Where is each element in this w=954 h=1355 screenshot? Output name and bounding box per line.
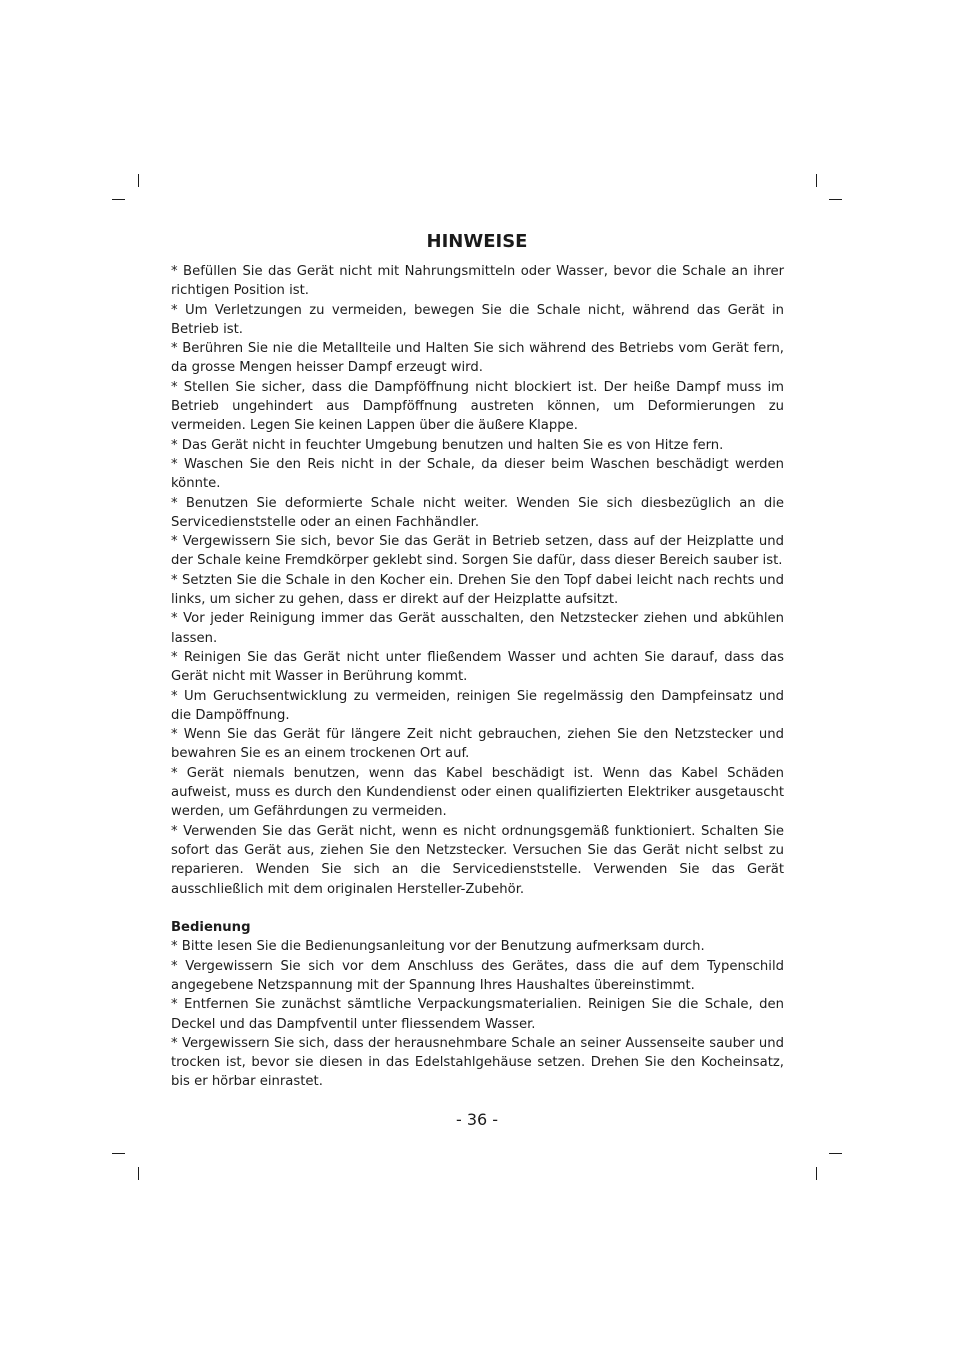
hinweis-item: * Benutzen Sie deformierte Schale nicht weiter. Wenden Sie sich diesbezüglich an die Servicedienststelle oder an einen Fachhändler. bbox=[171, 495, 784, 530]
hinweis-item: * Reinigen Sie das Gerät nicht unter fließendem Wasser und achten Sie darauf, dass das Gerät nicht mit Wasser in Berührung kommt. bbox=[171, 649, 784, 685]
hinweis-item: * Vergewissern Sie sich, bevor Sie das Gerät in Betrieb setzen, dass auf der Heizplatte und der Schale keine Fremdkörper geklebt sind. Sorgen Sie dafür, dass dieser Bereich sauber ist. bbox=[171, 534, 784, 569]
hinweis-item: * Befüllen Sie das Gerät nicht mit Nahrungsmitteln oder Wasser, bevor die Schale an ihrer richtigen Position ist. bbox=[171, 264, 784, 299]
crop-mark-top-right-vertical bbox=[816, 174, 817, 187]
hinweis-item: * Waschen Sie den Reis nicht in der Schale, da dieser beim Waschen beschädigt werden könnte. bbox=[171, 456, 784, 492]
hinweis-item: * Setzten Sie die Schale in den Kocher ein. Drehen Sie den Topf dabei leicht nach rechts und links, um sicher zu gehen, dass er direkt auf der Heizplatte aufsitzt. bbox=[171, 572, 784, 608]
crop-mark-top-right-horizontal bbox=[829, 199, 842, 200]
bedienung-item: * Vergewissern Sie sich vor dem Anschluss des Gerätes, dass die auf dem Typenschild angegebene Netzspannung mit der Spannung Ihres Haushaltes übereinstimmt. bbox=[171, 958, 784, 993]
crop-mark-bottom-right-vertical bbox=[816, 1167, 817, 1180]
crop-mark-bottom-left-vertical bbox=[138, 1167, 139, 1180]
page-number: - 36 - bbox=[455, 1110, 499, 1129]
hinweis-item: * Um Geruchsentwicklung zu vermeiden, reinigen Sie regelmässig den Dampfeinsatz und die Dampöffnung. bbox=[171, 688, 784, 723]
bedienung-item: * Entfernen Sie zunächst sämtliche Verpackungsmaterialien. Reinigen Sie die Schale, den Deckel und das Dampfventil unter fliessendem Wasser. bbox=[171, 997, 784, 1032]
hinweis-item: * Berühren Sie nie die Metallteile und Halten Sie sich während des Betriebs vom Gerät fern, da grosse Mengen heisser Dampf erzeugt wird. bbox=[171, 341, 784, 376]
bedienung-item: * Vergewissern Sie sich, dass der herausnehmbare Schale an seiner Aussenseite sauber und trocken ist, bevor sie diesen in das Edelstahlgehäuse setzen. Drehen Sie den Kocheinsatz, bis er hörbar einrastet. bbox=[171, 1035, 784, 1090]
page-content bbox=[171, 262, 784, 1092]
hinweis-item: * Das Gerät nicht in feuchter Umgebung benutzen und halten Sie es von Hitze fern. bbox=[171, 437, 724, 453]
hinweis-item: * Stellen Sie sicher, dass die Dampföffnung nicht blockiert ist. Der heiße Dampf muss im Betrieb ungehindert aus Dampföffnung austreten können, um Deformierungen zu vermeiden. Legen Sie keinen Lappen über die äußere Klappe. bbox=[171, 379, 784, 434]
page-title: HINWEISE bbox=[426, 231, 528, 252]
hinweis-item: * Verwenden Sie das Gerät nicht, wenn es nicht ordnungsgemäß funktioniert. Schalten Sie sofort das Gerät aus, ziehen Sie den Netzstecker. Versuchen Sie das Gerät nicht selbst zu reparieren. Wenden Sie sich an die Servicedienststelle. Verwenden Sie das Gerät ausschließlich mit dem originalen Hersteller-Zubehör. bbox=[171, 823, 784, 897]
crop-mark-top-left-vertical bbox=[138, 174, 139, 187]
crop-mark-top-left-horizontal bbox=[112, 199, 125, 200]
hinweis-item: * Wenn Sie das Gerät für längere Zeit nicht gebrauchen, ziehen Sie den Netzstecker und bewahren Sie es an einem trockenen Ort auf. bbox=[171, 727, 784, 762]
hinweis-item: * Um Verletzungen zu vermeiden, bewegen Sie die Schale nicht, während das Gerät in Betrieb ist. bbox=[171, 302, 784, 337]
bedienung-item: * Bitte lesen Sie die Bedienungsanleitung vor der Benutzung aufmerksam durch. bbox=[171, 939, 705, 955]
hinweis-item: * Vor jeder Reinigung immer das Gerät ausschalten, den Netzstecker ziehen und abkühlen lassen. bbox=[171, 611, 784, 646]
section-heading-bedienung: Bedienung bbox=[171, 920, 251, 936]
hinweis-item: * Gerät niemals benutzen, wenn das Kabel beschädigt ist. Wenn das Kabel Schäden aufweist, muss es durch den Kundendienst oder einen qualifizierten Elektriker ausgetauscht werden, um Gefährdungen zu vermeiden. bbox=[171, 765, 784, 820]
crop-mark-bottom-right-horizontal bbox=[829, 1153, 842, 1154]
crop-mark-bottom-left-horizontal bbox=[112, 1153, 125, 1154]
